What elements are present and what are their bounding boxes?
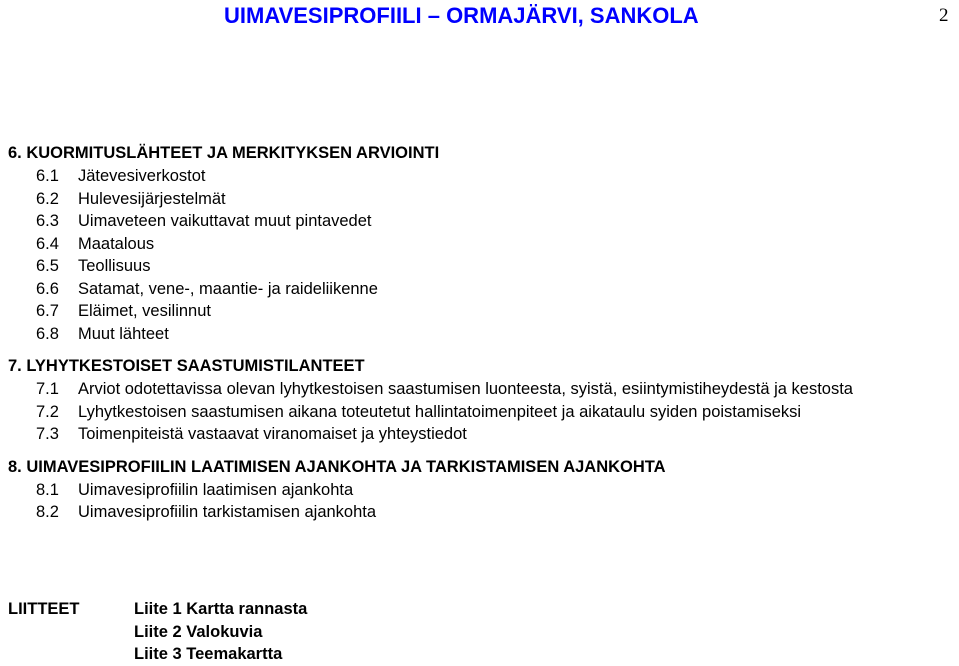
item-text: Hulevesijärjestelmät (78, 189, 226, 208)
item-text: Toimenpiteistä vastaavat viranomaiset ja yhteystiedot (78, 425, 467, 443)
list-item (8, 165, 953, 188)
list-item (8, 188, 953, 211)
item-number: 6.2 (36, 189, 59, 208)
item-text: Uimavesiprofiilin laatimisen ajankohta (78, 480, 354, 499)
list-item (8, 378, 953, 401)
appendix-item: Liite 3 Teemakartta (134, 645, 283, 663)
item-text: Lyhytkestoisen saastumisen aikana toteutetut hallintatoimenpiteet ja aikataulu syiden poistamiseksi (78, 402, 802, 421)
list-item (8, 401, 953, 424)
list-item (8, 210, 953, 233)
list-item (8, 501, 953, 524)
item-number: 6.7 (36, 302, 59, 320)
section-heading: 8. UIMAVESIPROFIILIN LAATIMISEN AJANKOHTA JA TARKISTAMISEN AJANKOHTA (8, 457, 666, 476)
item-number: 6.6 (36, 279, 59, 298)
list-item (8, 323, 953, 346)
item-text: Muut lähteet (78, 324, 169, 343)
section-8 (8, 456, 953, 524)
appendix-list (134, 598, 307, 666)
item-text: Jätevesiverkostot (78, 167, 206, 185)
item-number: 6.5 (36, 257, 59, 275)
item-text: Eläimet, vesilinnut (78, 302, 211, 320)
list-item (8, 278, 953, 301)
list-item (8, 479, 953, 502)
item-text: Maatalous (78, 234, 155, 253)
list-item (8, 300, 953, 323)
item-number: 6.8 (36, 324, 59, 343)
page-number: 2 (939, 5, 949, 26)
item-number: 8.1 (36, 480, 59, 499)
appendix-item: Liite 1 Kartta rannasta (134, 600, 308, 618)
appendix-label: LIITTEET (8, 600, 80, 618)
table-of-contents (8, 142, 953, 524)
item-number: 8.2 (36, 503, 59, 521)
item-number: 6.1 (36, 167, 59, 185)
page-title: UIMAVESIPROFIILI – ORMAJÄRVI, SANKOLA (224, 3, 699, 28)
section-heading: 6. KUORMITUSLÄHTEET JA MERKITYKSEN ARVIOINTI (8, 144, 440, 162)
list-item (8, 255, 953, 278)
item-number: 7.1 (36, 380, 59, 398)
item-number: 7.2 (36, 402, 59, 421)
section-7 (8, 355, 953, 446)
item-text: Arviot odotettavissa olevan lyhytkestoisen saastumisen luonteesta, syistä, esiintymistiheydestä ja kestosta (78, 380, 853, 398)
appendix-item: Liite 2 Valokuvia (134, 622, 263, 641)
item-text: Uimaveteen vaikuttavat muut pintavedet (78, 212, 372, 230)
section-gap (8, 446, 953, 456)
section-heading: 7. LYHYTKESTOISET SAASTUMISTILANTEET (8, 357, 365, 375)
item-text: Teollisuus (78, 257, 151, 275)
item-text: Uimavesiprofiilin tarkistamisen ajankohta (78, 503, 377, 521)
item-text: Satamat, vene-, maantie- ja raideliikenne (78, 279, 378, 298)
section-6 (8, 142, 953, 345)
list-item (8, 233, 953, 256)
item-number: 7.3 (36, 425, 59, 443)
item-number: 6.4 (36, 234, 59, 253)
section-gap (8, 345, 953, 355)
item-number: 6.3 (36, 212, 59, 230)
list-item (8, 423, 953, 446)
